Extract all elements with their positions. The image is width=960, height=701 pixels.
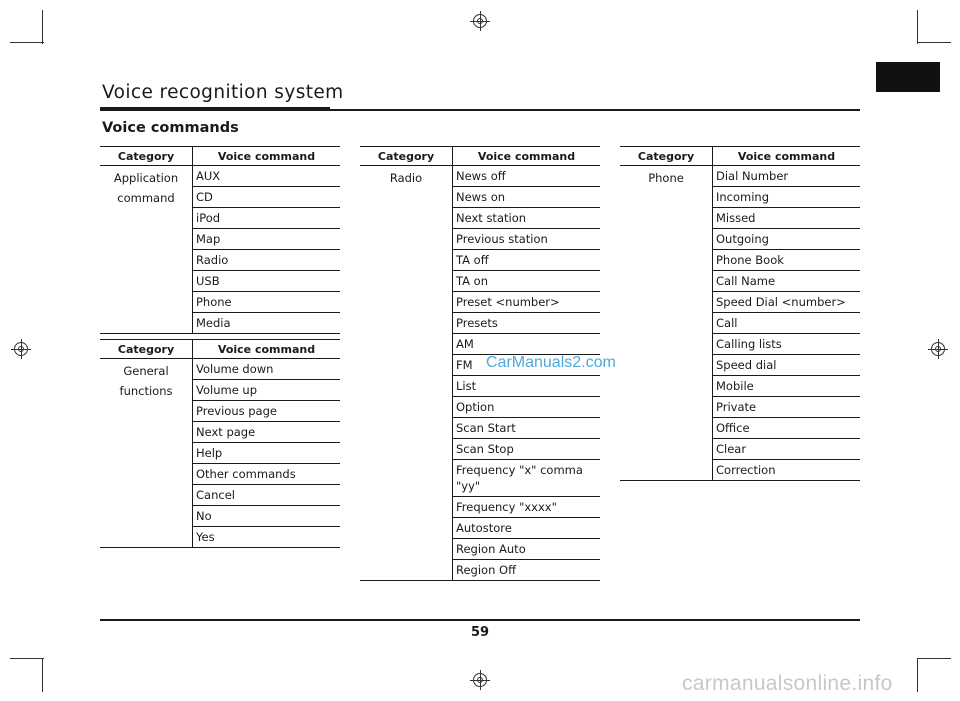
column-header-category: Category — [360, 147, 453, 166]
voice-command-cell: Scan Start — [453, 418, 601, 439]
registration-mark-icon — [473, 673, 487, 687]
title-rule-accent — [100, 107, 330, 110]
column-header-voice-command: Voice command — [193, 147, 341, 166]
voice-command-cell: CD — [193, 187, 341, 208]
voice-command-cell: Clear — [713, 439, 861, 460]
crop-mark — [42, 10, 43, 44]
section-title: Voice recognition system — [102, 82, 344, 103]
voice-command-cell: Office — [713, 418, 861, 439]
voice-command-cell: Volume down — [193, 359, 341, 380]
table-body — [360, 166, 600, 581]
table-row — [100, 166, 340, 187]
voice-command-cell: Calling lists — [713, 334, 861, 355]
column-header-category: Category — [100, 147, 193, 166]
crop-mark — [917, 42, 951, 43]
voice-command-cell: Radio — [193, 250, 341, 271]
table-row — [620, 166, 860, 187]
category-label: General — [123, 364, 169, 378]
voice-command-cell: Next page — [193, 422, 341, 443]
table-body — [100, 166, 340, 334]
voice-command-cell: iPod — [193, 208, 341, 229]
voice-command-cell: Correction — [713, 460, 861, 481]
voice-command-cell: Dial Number — [713, 166, 861, 187]
voice-command-cell: Incoming — [713, 187, 861, 208]
voice-command-cell: Frequency "x" comma "yy" — [453, 460, 601, 497]
table-row — [100, 359, 340, 380]
category-cell — [100, 359, 193, 548]
voice-command-cell: Region Auto — [453, 539, 601, 560]
category-label: functions — [119, 384, 173, 398]
voice-command-cell: Cancel — [193, 485, 341, 506]
voice-command-cell: Missed — [713, 208, 861, 229]
voice-command-cell: Scan Stop — [453, 439, 601, 460]
voice-command-cell: Option — [453, 397, 601, 418]
category-label: Phone — [648, 171, 684, 185]
voice-command-cell: Help — [193, 443, 341, 464]
voice-command-cell: News off — [453, 166, 601, 187]
column-header-voice-command: Voice command — [193, 340, 341, 359]
crop-mark — [917, 658, 951, 659]
voice-command-cell: AUX — [193, 166, 341, 187]
category-cell — [100, 166, 193, 334]
voice-command-cell: Call Name — [713, 271, 861, 292]
crop-mark — [10, 42, 44, 43]
voice-command-cell: Preset <number> — [453, 292, 601, 313]
registration-mark-icon — [14, 342, 28, 356]
voice-command-cell: Map — [193, 229, 341, 250]
voice-command-cell: Volume up — [193, 380, 341, 401]
voice-command-cell: No — [193, 506, 341, 527]
page-number: 59 — [470, 625, 490, 640]
voice-command-cell: AM — [453, 334, 601, 355]
category-label: Radio — [389, 171, 423, 185]
crop-mark — [10, 658, 44, 659]
voice-command-cell: FM — [453, 355, 601, 376]
voice-command-cell: Autostore — [453, 518, 601, 539]
voice-command-cell: Frequency "xxxx" — [453, 497, 601, 518]
voice-command-cell: TA off — [453, 250, 601, 271]
voice-command-cell: Media — [193, 313, 341, 334]
site-watermark: carmanualsonline.info — [682, 672, 893, 695]
table-row — [360, 166, 600, 187]
voice-command-cell: TA on — [453, 271, 601, 292]
voice-command-cell: USB — [193, 271, 341, 292]
column-header-voice-command: Voice command — [453, 147, 601, 166]
voice-command-cell: Previous station — [453, 229, 601, 250]
crop-mark — [917, 658, 918, 692]
voice-command-cell: Mobile — [713, 376, 861, 397]
table-application-commands — [100, 146, 340, 334]
voice-command-cell: Call — [713, 313, 861, 334]
table-general-functions — [100, 339, 340, 548]
crop-mark — [917, 10, 918, 44]
watermark: CarManuals2.com — [486, 354, 616, 371]
voice-command-cell: Outgoing — [713, 229, 861, 250]
voice-command-cell: List — [453, 376, 601, 397]
category-label: Application — [113, 171, 179, 185]
voice-command-cell: Speed Dial <number> — [713, 292, 861, 313]
chapter-tab — [876, 62, 940, 92]
registration-mark-icon — [473, 14, 487, 28]
voice-command-cell: Speed dial — [713, 355, 861, 376]
voice-command-cell: Region Off — [453, 560, 601, 581]
crop-mark — [42, 658, 43, 692]
page-subtitle: Voice commands — [102, 120, 239, 136]
voice-command-cell: Yes — [193, 527, 341, 548]
category-cell — [620, 166, 713, 481]
category-cell — [360, 166, 453, 581]
registration-mark-icon — [931, 342, 945, 356]
voice-command-cell: Other commands — [193, 464, 341, 485]
voice-command-cell: Presets — [453, 313, 601, 334]
voice-command-cell: Phone — [193, 292, 341, 313]
table-body — [620, 166, 860, 481]
column-header-category: Category — [620, 147, 713, 166]
voice-command-cell: Next station — [453, 208, 601, 229]
column-header-category: Category — [100, 340, 193, 359]
voice-command-cell: Previous page — [193, 401, 341, 422]
column-header-voice-command: Voice command — [713, 147, 861, 166]
footer-rule — [100, 619, 860, 621]
voice-command-cell: News on — [453, 187, 601, 208]
voice-command-cell: Phone Book — [713, 250, 861, 271]
category-label: command — [117, 191, 175, 205]
table-body — [100, 359, 340, 548]
voice-command-cell: Private — [713, 397, 861, 418]
table-phone-commands — [620, 146, 860, 481]
